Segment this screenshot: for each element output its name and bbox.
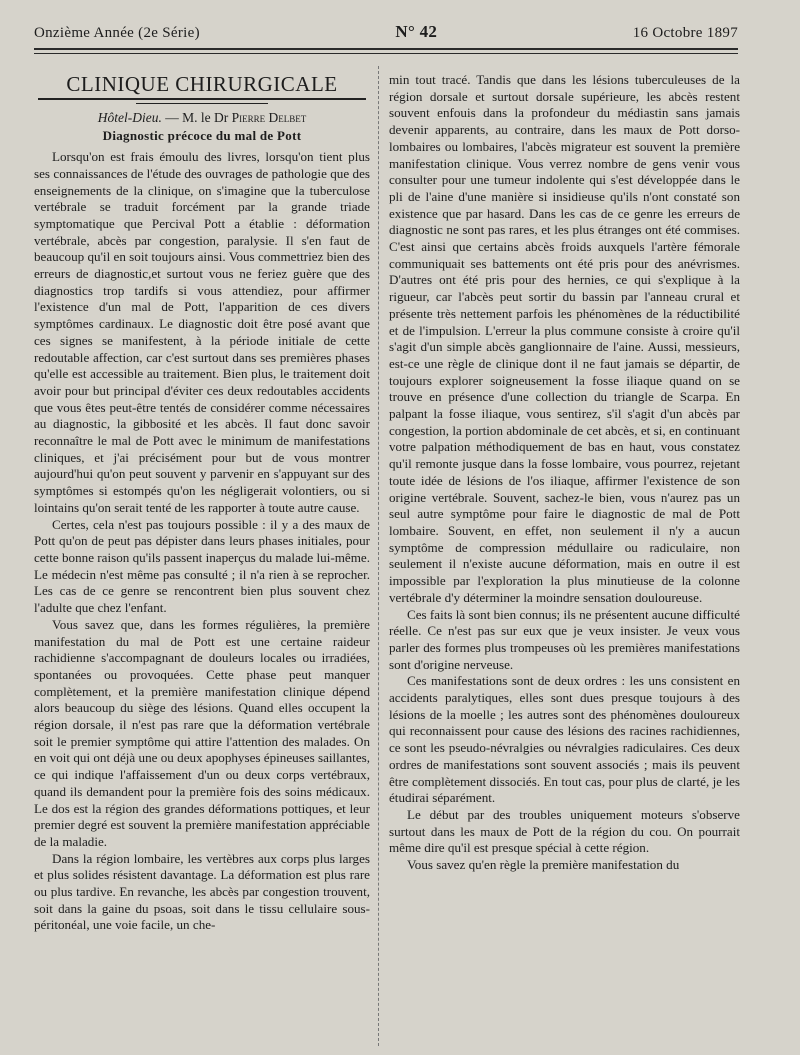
byline [34,110,370,127]
paragraph: Ces manifestations sont de deux ordres : les uns consistent en accidents paralytiques, elles sont dues presque toujours à des lésions de la moelle ; les autres sont des phénomènes douloureux qui reconnaissent pour cause des lésions des racines rachidiennes, ce sont les pseudo-névralgies ou névralgies radiculaires. Ces deux ordres de manifestations sont souvent associés ; mais ils peuvent être complètement dissociés. En tout cas, pour plus de clarté, je les étudirai séparément. [389,673,740,806]
paragraph: Lorsqu'on est frais émoulu des livres, lorsqu'on tient plus ses connaissances de l'étude des ouvrages de pathologie que des enseignements de la clinique, on s'imagine que la tuberculose vertébrale se traduit forcément par la grande triade symptomatique que Percival Pott a établie : déformation vertébrale, abcès par congestion, paralysie. Il s'en faut de beaucoup qu'il en soit toujours ainsi. Vous commettriez bien des erreurs de diagnostic,et surtout vous ne feriez guère que des diagnostics trop tardifs si vous attendiez, pour affirmer l'existence d'un mal de Pott, l'apparition de ces divers symptômes cardinaux. Le diagnostic doit être posé avant que ces signes se manifestent, à la période initiale de cette redoutable affection, car c'est surtout dans ses premières phases qu'elle est accessible au traitement. Bien plus, le traitement doit avoir pour but principal d'éviter ces deux redoutables accidents que vous êtes peut-être tentés de considérer comme nécessaires au diagnostic, la gibbosité et les abcès. Il faut donc savoir reconnaître le mal de Pott avec le minimum de manifestations cliniques, et j'ai précisément pour but de vous montrer aujourd'hui qu'on peut souvent y parvenir en s'appuyant sur des symptômes si estompés qu'on les négligerait volontiers, ou si lointains qu'on serait tenté de les rapporter à toute autre cause. [34,149,370,515]
paragraph: Vous savez que, dans les formes régulières, la première manifestation du mal de Pott est une certaine raideur rachidienne s'accompagnant de douleurs locales ou irradiées, spontanées ou provoquées. Cette phase peut manquer complètement, et la première manifestation clinique dépend alors beaucoup du siège des lésions. Quand elles occupent la région dorsale, il n'est pas rare que la déformation vertébrale soit le premier symptôme qui attire l'attention des malades. On en voit qui ont déjà une ou deux apophyses épineuses saillantes, ce qui indique l'affaissement d'un ou deux corps vertébraux, quand ils demandent pour la première fois des soins médicaux. Le dos est la région des grandes déformations pottiques, et leur premier degré est souvent la première manifestation appréciable de la maladie. [34,616,370,849]
header-rule-thin [34,53,738,54]
paragraph: Ces faits là sont bien connus; ils ne présentent aucune difficulté réelle. Ce n'est pas sur eux que je veux insister. Je veux vous parler des formes plus trompeuses où les premières manifestations sont d'origine nerveuse. [389,606,740,672]
byline-place: Hôtel-Dieu. [97,109,162,125]
column-divider [378,66,379,1046]
byline-dash: — M. le Dr [161,109,232,125]
section-title: CLINIQUE CHIRURGICALE [38,70,366,100]
left-column [34,70,370,934]
issue-label: Onzième Année (2e Série) [34,25,200,41]
paragraph: Certes, cela n'est pas toujours possible : il y a des maux de Pott qu'on de peut pas dépister dans leurs phases initiales, pour cette bonne raison qu'ils passent inaperçus du malade lui-même. Le médecin n'est même pas consulté ; il n'a rien à se reprocher. Les cas de ce genre se rencontrent bien plus souvent chez l'adulte que chez l'enfant. [34,516,370,616]
article-subtitle: Diagnostic précoce du mal de Pott [102,128,302,144]
paragraph: Vous savez qu'en règle la première manifestation du [407,857,680,873]
running-head [34,22,738,46]
right-column [389,72,740,874]
paragraph: min tout tracé. Tandis que dans les lésions tuberculeuses de la région dorsale et surtout dorsale supérieure, les abcès restent souvent enfouis dans la profondeur du médiastin sans jamais devenir apparents, au contraire, dans les maux de Pott dorso-lombaires ou lombaires, l'abcès migrateur est souvent la première manifestation clinique. Vous verrez nombre de gens venir vous consulter pour une tumeur indolente qui s'est développée dans le pli de l'aine d'une manière si insidieuse qu'ils n'ont constaté son existence que par hasard. Dans les cas de ce genre les erreurs de diagnostic ne sont pas rares, et les plus étranges ont été commises. C'est ainsi que certains abcès froids auxquels l'artère fémorale communiquait ses battements ont été pris pour des anévrismes. D'autres ont été pris pour des hernies, ce qui s'explique à la rigueur, car l'abcès peut sortir du bassin par l'anneau crural et présente très nettement parfois les phénomènes de la réductibilité et de l'impulsion. L'erreur la plus commune consiste à croire qu'il s'agit d'un simple abcès ganglionnaire de l'aine. Aussi, messieurs, est-ce une règle de clinique dont il ne faut jamais se départir, de toujours explorer soigneusement la fosse iliaque quand on se trouve en présence d'une collection du triangle de Scarpa. En palpant la fosse iliaque, vous sentirez, s'il s'agit d'un abcès par congestion, la portion abdominale de cet abcès, et si, en continuant votre palpation méthodiquement de bas en haut, vous constatez qu'il remonte jusque dans la fosse lombaire, vous pourrez, rejetant toute idée de lésions de l'os iliaque, affirmer l'existence de son origine vertébrale. Souvent, sachez-le bien, vous n'aurez pas un seul autre symptôme pour faire le diagnostic de mal de Pott lombaire. Souvent, en effet, non seulement il n'y a aucun symptôme de compression médullaire ou radiculaire, non seulement il n'existe aucune déformation, mais en outre il est impossible par l'exploration la plus minutieuse de la colonne vertébrale d'y déterminer la moindre sensation douloureuse. [389,72,740,605]
paragraph: Le début par des troubles uniquement moteurs s'observe surtout dans les maux de Pott de la région du cou. On pourrait même dire qu'il est presque spécial à cette région. [389,806,740,856]
paragraph: Dans la région lombaire, les vertèbres aux corps plus larges et plus solides résistent davantage. La déformation est plus rare ou plus tardive. En revanche, les abcès par congestion trouvent, soit dans la gaine du psoas, soit dans le tissu cellulaire sous-péritonéal, une voie facile, un che- [34,850,370,933]
byline-author: Pierre Delbet [231,109,307,125]
header-rule [34,48,738,50]
issue-date: 16 Octobre 1897 [632,25,738,41]
issue-number: N° 42 [395,22,438,41]
